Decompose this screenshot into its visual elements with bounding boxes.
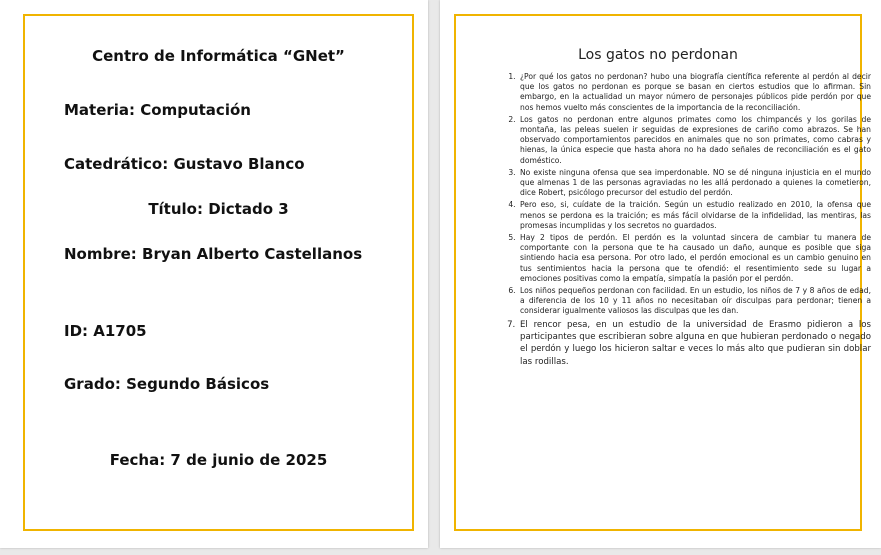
list-item: 4. Pero eso, si, cuídate de la traición. Según un estudio realizado en 2010, la ofensa que menos se perdona es la traición; es más fácil olvidarse de la infidelidad, las mentiras, las promesas incumplidas y los secretos no guardados. bbox=[518, 200, 871, 231]
date-line: Fecha: 7 de junio de 2025 bbox=[109, 451, 328, 469]
cover-page bbox=[0, 0, 428, 548]
content-page bbox=[440, 0, 881, 548]
institution-heading: Centro de Informática “GNet” bbox=[92, 47, 345, 65]
list-item: 5. Hay 2 tipos de perdón. El perdón es la voluntad sincera de cambiar tu manera de comportante con la persona que te ha causado un daño, aunque es posible que siga sintiendo hacia esa persona. Por otro lado, el perdón emocional es un cambio genuino en tus sentimientos hacia la persona que te ofendió: el resentimiento sede su lugar a emociones positivas como la empatía, simpatía la pasión por el perdón. bbox=[518, 233, 871, 284]
list-item: 2. Los gatos no perdonan entre algunos primates como los chimpancés y los gorilas de montaña, las peleas suelen ir seguidas de expresiones de cariño como abrazos. Se han observado comportamientos parecidos en animales que no son primates, como cabras y hienas, la única especie que hasta ahora no ha dado señales de reconciliación es el gato doméstico. bbox=[518, 115, 871, 166]
numbered-list bbox=[496, 72, 871, 370]
list-item: 6. Los niños pequeños perdonan con facilidad. En un estudio, los niños de 7 y 8 años de edad, a diferencia de los 10 y 11 años no necesitaban oír disculpas para perdonar; tienen a considerar igualmente valiosos las disculpas que les dan. bbox=[518, 286, 871, 317]
list-item: 7. El rencor pesa, en un estudio de la universidad de Erasmo pidieron a los participantes que escribieran sobre alguna en que hubieran perdonado o negado el perdón y luego los hicieron saltar e veces lo más alto que pudieran sin doblar las rodillas. bbox=[518, 319, 871, 369]
id-line: ID: A1705 bbox=[64, 322, 147, 340]
teacher-line: Catedrático: Gustavo Blanco bbox=[64, 155, 305, 173]
document-title: Los gatos no perdonan bbox=[578, 47, 738, 63]
subject-line: Materia: Computación bbox=[64, 101, 251, 119]
grade-line: Grado: Segundo Básicos bbox=[64, 375, 270, 393]
list-item: 1. ¿Por qué los gatos no perdonan? hubo una biografía científica referente al perdón al decir que los gatos no perdonan es porque se basan en ciertos estudios que lo afirman. Sin embargo, en la actualidad un mayor número de personajes públicos pide perdón por que nos hemos vuelto más conscientes de la importancia de la reconciliación. bbox=[518, 72, 871, 113]
title-line: Título: Dictado 3 bbox=[148, 200, 289, 218]
name-line: Nombre: Bryan Alberto Castellanos bbox=[64, 245, 363, 263]
list-item: 3. No existe ninguna ofensa que sea imperdonable. NO se dé ninguna injusticia en el mundo que almenas 1 de las personas agraviadas no les allá perdonado a quienes la cometieron, dice Robert, psicólogo precursor del estudio del perdón. bbox=[518, 168, 871, 199]
